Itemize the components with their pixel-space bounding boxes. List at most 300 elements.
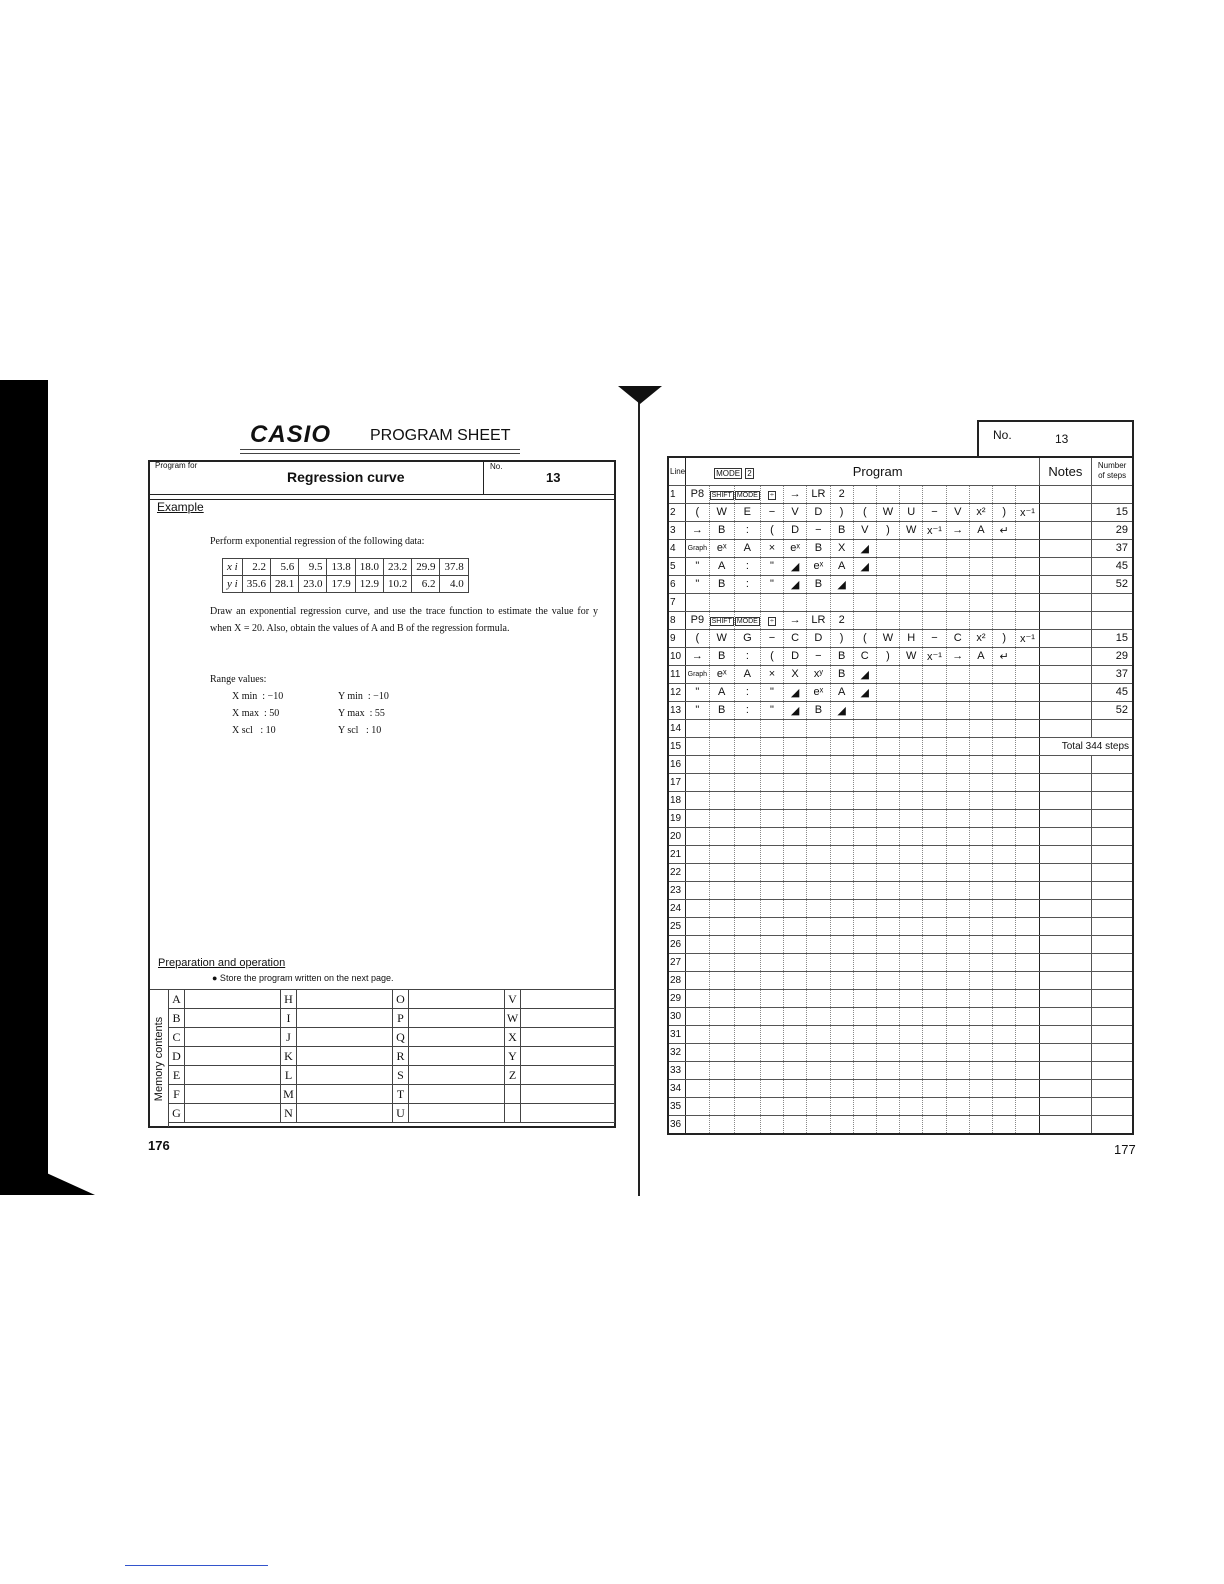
xi-value: 18.0 (355, 559, 383, 576)
program-cell (876, 773, 899, 791)
example-heading: Example (157, 500, 204, 514)
program-line (668, 575, 1133, 593)
program-cell (807, 1043, 830, 1061)
program-cell (853, 863, 876, 881)
program-cell (686, 1025, 709, 1043)
program-cell (900, 683, 923, 701)
line-header: Line (668, 457, 686, 485)
memory-value (297, 1047, 393, 1066)
program-cell: : (734, 683, 760, 701)
line-number: 31 (668, 1025, 686, 1043)
program-cell (853, 593, 876, 611)
program-cell (923, 863, 946, 881)
program-cell (993, 809, 1016, 827)
program-cell (969, 917, 992, 935)
yi-value: 28.1 (270, 576, 298, 593)
program-cell: A (969, 647, 992, 665)
program-cell (946, 773, 969, 791)
program-cell (900, 575, 923, 593)
program-cell (969, 485, 992, 503)
memory-value (409, 1104, 505, 1123)
program-cell (686, 755, 709, 773)
example-intro: Perform exponential regression of the following data: (210, 536, 425, 547)
program-cell (830, 773, 853, 791)
program-name: Regression curve (287, 469, 405, 485)
program-cell (734, 917, 760, 935)
program-cell: ) (876, 647, 899, 665)
program-cell (830, 719, 853, 737)
program-grid (667, 456, 1134, 1135)
total-steps: Total 344 steps (1039, 737, 1133, 755)
program-cell (993, 791, 1016, 809)
program-cell (923, 1079, 946, 1097)
program-cell: A (969, 521, 992, 539)
program-cell (876, 1007, 899, 1025)
program-cell (969, 881, 992, 899)
program-line (668, 773, 1133, 791)
program-cell (900, 557, 923, 575)
key-label: ÷ (769, 492, 774, 499)
program-cell (783, 809, 806, 827)
program-cell (686, 809, 709, 827)
program-cell (946, 1097, 969, 1115)
program-cell: B (807, 539, 830, 557)
step-count (1092, 917, 1133, 935)
program-cell (686, 989, 709, 1007)
program-cell (830, 1079, 853, 1097)
program-cell: : (734, 521, 760, 539)
mode-number-key: 2 (747, 468, 752, 478)
program-cell (946, 1079, 969, 1097)
program-line (668, 935, 1133, 953)
program-cell (686, 593, 709, 611)
program-cell (783, 1115, 806, 1134)
program-cell (969, 899, 992, 917)
notes-cell (1039, 719, 1092, 737)
program-cell (760, 989, 783, 1007)
memory-var: H (281, 990, 297, 1009)
program-cell: B (709, 701, 734, 719)
program-line (668, 953, 1133, 971)
program-cell (760, 899, 783, 917)
program-cell (900, 755, 923, 773)
program-cell (807, 737, 830, 755)
yi-value: 12.9 (355, 576, 383, 593)
program-cell: V (853, 521, 876, 539)
program-cell (876, 881, 899, 899)
notes-cell (1039, 1043, 1092, 1061)
notes-cell (1039, 899, 1092, 917)
memory-var: Y (505, 1047, 521, 1066)
memory-var: A (169, 990, 185, 1009)
program-cell (1016, 557, 1039, 575)
steps-header-line1: Number (1097, 461, 1127, 471)
data-table (222, 558, 469, 593)
program-cell (760, 1043, 783, 1061)
xi-value: 37.8 (440, 559, 468, 576)
program-cell (709, 755, 734, 773)
memory-value (297, 1009, 393, 1028)
range-x-max: X max : 50 (232, 708, 280, 719)
memory-var: C (169, 1028, 185, 1047)
program-cell (876, 719, 899, 737)
program-cell: ) (993, 503, 1016, 521)
program-line (668, 1115, 1133, 1134)
line-number: 23 (668, 881, 686, 899)
program-line (668, 917, 1133, 935)
notes-cell (1039, 809, 1092, 827)
program-cell (993, 575, 1016, 593)
program-cell (760, 1061, 783, 1079)
notes-cell (1039, 881, 1092, 899)
program-cell (923, 935, 946, 953)
program-cell (830, 971, 853, 989)
memory-var: O (393, 990, 409, 1009)
step-count (1092, 971, 1133, 989)
program-cell (923, 1007, 946, 1025)
program-line (668, 1007, 1133, 1025)
line-number: 13 (668, 701, 686, 719)
program-cell (734, 485, 760, 503)
program-cell (900, 899, 923, 917)
program-cell (807, 719, 830, 737)
program-cell (783, 971, 806, 989)
program-cell (969, 827, 992, 845)
program-cell (900, 773, 923, 791)
program-cell (969, 575, 992, 593)
step-count (1092, 809, 1133, 827)
program-line (668, 989, 1133, 1007)
program-cell (969, 1007, 992, 1025)
line-number: 17 (668, 773, 686, 791)
program-cell (900, 1061, 923, 1079)
program-cell (923, 1061, 946, 1079)
program-cell (876, 485, 899, 503)
step-count: 52 (1092, 701, 1133, 719)
program-cell (1016, 755, 1039, 773)
step-count (1092, 935, 1133, 953)
program-cell: → (946, 647, 969, 665)
notes-cell (1039, 647, 1092, 665)
program-cell (760, 881, 783, 899)
program-cell (1016, 485, 1039, 503)
step-count (1092, 1007, 1133, 1025)
program-cell (876, 683, 899, 701)
program-cell: ◢ (783, 701, 806, 719)
program-cell: W (709, 629, 734, 647)
memory-value (409, 1028, 505, 1047)
program-cell (686, 863, 709, 881)
program-cell (969, 1043, 992, 1061)
program-cell: : (734, 557, 760, 575)
program-cell (946, 1115, 969, 1134)
step-count (1092, 773, 1133, 791)
program-cell (686, 773, 709, 791)
xi-row (223, 559, 469, 576)
program-cell (946, 899, 969, 917)
step-count: 45 (1092, 683, 1133, 701)
program-cell (969, 971, 992, 989)
program-cell (853, 755, 876, 773)
steps-header (1092, 457, 1133, 485)
program-cell (900, 665, 923, 683)
program-cell (853, 719, 876, 737)
title-underline (240, 449, 520, 454)
program-cell: x² (969, 629, 992, 647)
fold-mark (618, 386, 662, 404)
program-cell (686, 935, 709, 953)
program-cell (876, 1061, 899, 1079)
program-cell (993, 755, 1016, 773)
program-cell (830, 845, 853, 863)
program-cell (760, 773, 783, 791)
notes-cell (1039, 827, 1092, 845)
program-cell: ◢ (853, 665, 876, 683)
program-cell: C (783, 629, 806, 647)
program-cell (734, 1097, 760, 1115)
program-cell (686, 1079, 709, 1097)
program-cell (993, 683, 1016, 701)
program-cell (760, 953, 783, 971)
program-cell (993, 701, 1016, 719)
program-cell (686, 791, 709, 809)
memory-value (297, 1066, 393, 1085)
program-line (668, 611, 1133, 629)
program-cell (853, 575, 876, 593)
program-cell (734, 845, 760, 863)
program-cell (946, 575, 969, 593)
program-cell (760, 737, 783, 755)
memory-var: K (281, 1047, 297, 1066)
program-cell (709, 773, 734, 791)
memory-var: Q (393, 1028, 409, 1047)
xi-value: 29.9 (412, 559, 440, 576)
program-cell (969, 809, 992, 827)
program-cell (734, 971, 760, 989)
notes-cell (1039, 1115, 1092, 1134)
program-cell (900, 845, 923, 863)
program-cell (783, 1043, 806, 1061)
program-cell (993, 881, 1016, 899)
line-number: 27 (668, 953, 686, 971)
program-cell (734, 827, 760, 845)
step-count (1092, 791, 1133, 809)
program-cell (946, 863, 969, 881)
program-cell (709, 935, 734, 953)
program-cell (709, 1079, 734, 1097)
program-cell (709, 953, 734, 971)
no-box-divider (483, 460, 484, 495)
program-cell (853, 917, 876, 935)
program-cell: × (760, 539, 783, 557)
program-cell: x² (969, 503, 992, 521)
program-cell: 2 (830, 485, 853, 503)
program-cell (807, 755, 830, 773)
program-cell (830, 827, 853, 845)
program-line (668, 791, 1133, 809)
step-count (1092, 881, 1133, 899)
program-cell (923, 485, 946, 503)
program-cell: B (830, 647, 853, 665)
program-cell: U (900, 503, 923, 521)
step-count: 29 (1092, 647, 1133, 665)
program-cell (760, 1115, 783, 1134)
program-cell (876, 665, 899, 683)
program-cell (876, 845, 899, 863)
step-count: 15 (1092, 629, 1133, 647)
program-cell (709, 827, 734, 845)
key-label: MODE (736, 492, 758, 499)
program-cell: xʸ (807, 665, 830, 683)
program-cell (686, 971, 709, 989)
program-cell (760, 1079, 783, 1097)
program-cell (969, 1061, 992, 1079)
program-cell (969, 593, 992, 611)
program-cell (993, 1043, 1016, 1061)
program-cell (876, 557, 899, 575)
yi-value: 10.2 (383, 576, 411, 593)
program-cell (853, 701, 876, 719)
program-cell: X (783, 665, 806, 683)
program-cell (900, 1007, 923, 1025)
program-cell (900, 827, 923, 845)
memory-value (409, 1047, 505, 1066)
line-number: 4 (668, 539, 686, 557)
program-cell (807, 845, 830, 863)
program-cell (734, 1079, 760, 1097)
line-number: 36 (668, 1115, 686, 1134)
program-cell (1016, 593, 1039, 611)
notes-cell (1039, 755, 1092, 773)
program-cell (900, 989, 923, 1007)
program-cell (923, 953, 946, 971)
program-cell (709, 971, 734, 989)
program-cell: eˣ (783, 539, 806, 557)
program-cell (900, 881, 923, 899)
program-cell (830, 809, 853, 827)
program-cell (946, 485, 969, 503)
program-cell (923, 719, 946, 737)
notes-cell (1039, 485, 1092, 503)
program-cell (923, 737, 946, 755)
program-line (668, 845, 1133, 863)
program-cell (686, 953, 709, 971)
program-cell (853, 953, 876, 971)
program-cell: B (709, 575, 734, 593)
program-cell (993, 863, 1016, 881)
notes-cell (1039, 629, 1092, 647)
program-cell (993, 665, 1016, 683)
program-cell (1016, 683, 1039, 701)
program-cell: − (807, 647, 830, 665)
program-cell (853, 1043, 876, 1061)
program-line (668, 521, 1133, 539)
notes-cell (1039, 1079, 1092, 1097)
notes-cell (1039, 593, 1092, 611)
program-cell: " (760, 575, 783, 593)
notes-cell (1039, 791, 1092, 809)
xi-value: 23.2 (383, 559, 411, 576)
program-cell: D (783, 521, 806, 539)
program-cell (807, 935, 830, 953)
key-label: MODE (736, 618, 758, 625)
program-cell: ( (686, 503, 709, 521)
program-cell (993, 1007, 1016, 1025)
memory-value (409, 990, 505, 1009)
program-cell (686, 917, 709, 935)
step-count (1092, 899, 1133, 917)
program-cell (807, 773, 830, 791)
program-cell (853, 935, 876, 953)
step-count (1092, 863, 1133, 881)
program-cell (876, 1097, 899, 1115)
program-cell (760, 719, 783, 737)
step-count (1092, 845, 1133, 863)
program-cell (946, 539, 969, 557)
program-cell (807, 1097, 830, 1115)
program-cell (783, 863, 806, 881)
program-line (668, 647, 1133, 665)
program-cell (923, 1025, 946, 1043)
program-cell: V (946, 503, 969, 521)
program-cell (830, 989, 853, 1007)
program-cell: ◢ (853, 539, 876, 557)
program-cell (760, 935, 783, 953)
memory-row (169, 1104, 615, 1123)
program-cell (783, 791, 806, 809)
program-cell: − (923, 629, 946, 647)
program-cell (923, 1043, 946, 1061)
line-number: 18 (668, 791, 686, 809)
program-cell (993, 845, 1016, 863)
memory-label (150, 989, 169, 1127)
step-count: 45 (1092, 557, 1133, 575)
program-cell (853, 827, 876, 845)
program-cell: B (830, 665, 853, 683)
program-cell (1016, 521, 1039, 539)
program-cell (760, 485, 783, 503)
program-cell (830, 1115, 853, 1134)
program-cell (853, 611, 876, 629)
program-cell (853, 881, 876, 899)
program-cell (946, 1007, 969, 1025)
program-cell (853, 737, 876, 755)
program-cell (969, 611, 992, 629)
step-count (1092, 1025, 1133, 1043)
line-number: 15 (668, 737, 686, 755)
program-cell (783, 1097, 806, 1115)
program-cell (830, 755, 853, 773)
program-cell (1016, 935, 1039, 953)
notes-cell (1039, 611, 1092, 629)
program-cell (734, 1043, 760, 1061)
notes-cell (1039, 521, 1092, 539)
program-cell (993, 719, 1016, 737)
yi-value: 35.6 (242, 576, 270, 593)
program-cell (946, 953, 969, 971)
program-cell: 2 (830, 611, 853, 629)
program-cell: A (830, 683, 853, 701)
line-number: 24 (668, 899, 686, 917)
step-count: 52 (1092, 575, 1133, 593)
line-number: 28 (668, 971, 686, 989)
program-cell (783, 719, 806, 737)
line-number: 12 (668, 683, 686, 701)
program-cell (853, 989, 876, 1007)
memory-value (409, 1085, 505, 1104)
notes-cell (1039, 683, 1092, 701)
program-cell (760, 755, 783, 773)
